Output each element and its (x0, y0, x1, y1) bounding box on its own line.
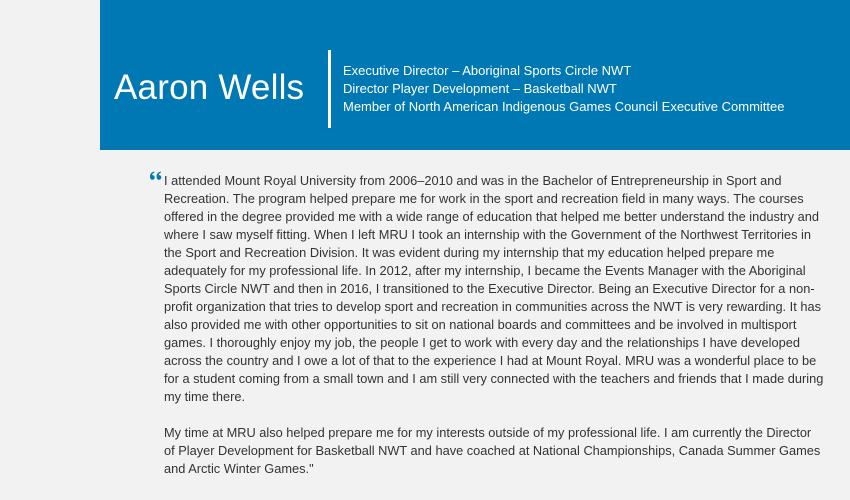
testimonial-paragraph: My time at MRU also helped prepare me for my interests outside of my professional life. I am currently the Director of Player Development for Basketball NWT and have coached at National Championships, Canada Summer Games and Arctic Winter Games." (164, 425, 821, 476)
profile-name: Aaron Wells (114, 68, 305, 107)
profile-title-line: Executive Director – Aboriginal Sports Circle NWT (343, 63, 632, 78)
testimonial-paragraph: I attended Mount Royal University from 2006–2010 and was in the Bachelor of Entrepreneurship in Sport and Recreation. The program helped prepare me for work in the sport and recreation field in many ways. The courses offered in the degree provided me with a wide range of education that helped me better understand the industry and where I saw myself fitting. When I left MRU I took an internship with the Government of the Northwest Territories in the Sport and Recreation Division. It was evident during my internship that my education helped prepare me adequately for my professional life. In 2012, after my internship, I became the Events Manager with the Aboriginal Sports Circle NWT and then in 2016, I transitioned to the Executive Director. Being an Executive Director for a non-profit organization that tries to develop sport and recreation in communities across the NWT is very rewarding. It has also provided me with other opportunities to sit on national boards and committees and be involved in multisport games. I thoroughly enjoy my job, the people I get to work with every day and the relationships I have developed across the country and I owe a lot of that to the experience I had at Mount Royal. MRU was a wonderful place to be for a student coming from a small town and I am still very connected with the teachers and friends that I made during my time there. (164, 173, 824, 404)
profile-title-line: Director Player Development – Basketball NWT (343, 81, 617, 96)
banner-divider (328, 50, 331, 128)
quote-icon (149, 170, 163, 184)
testimonial-body (164, 172, 824, 496)
profile-banner (100, 0, 850, 150)
profile-title-line: Member of North American Indigenous Games Council Executive Committee (343, 99, 785, 114)
profile-titles (343, 62, 784, 116)
